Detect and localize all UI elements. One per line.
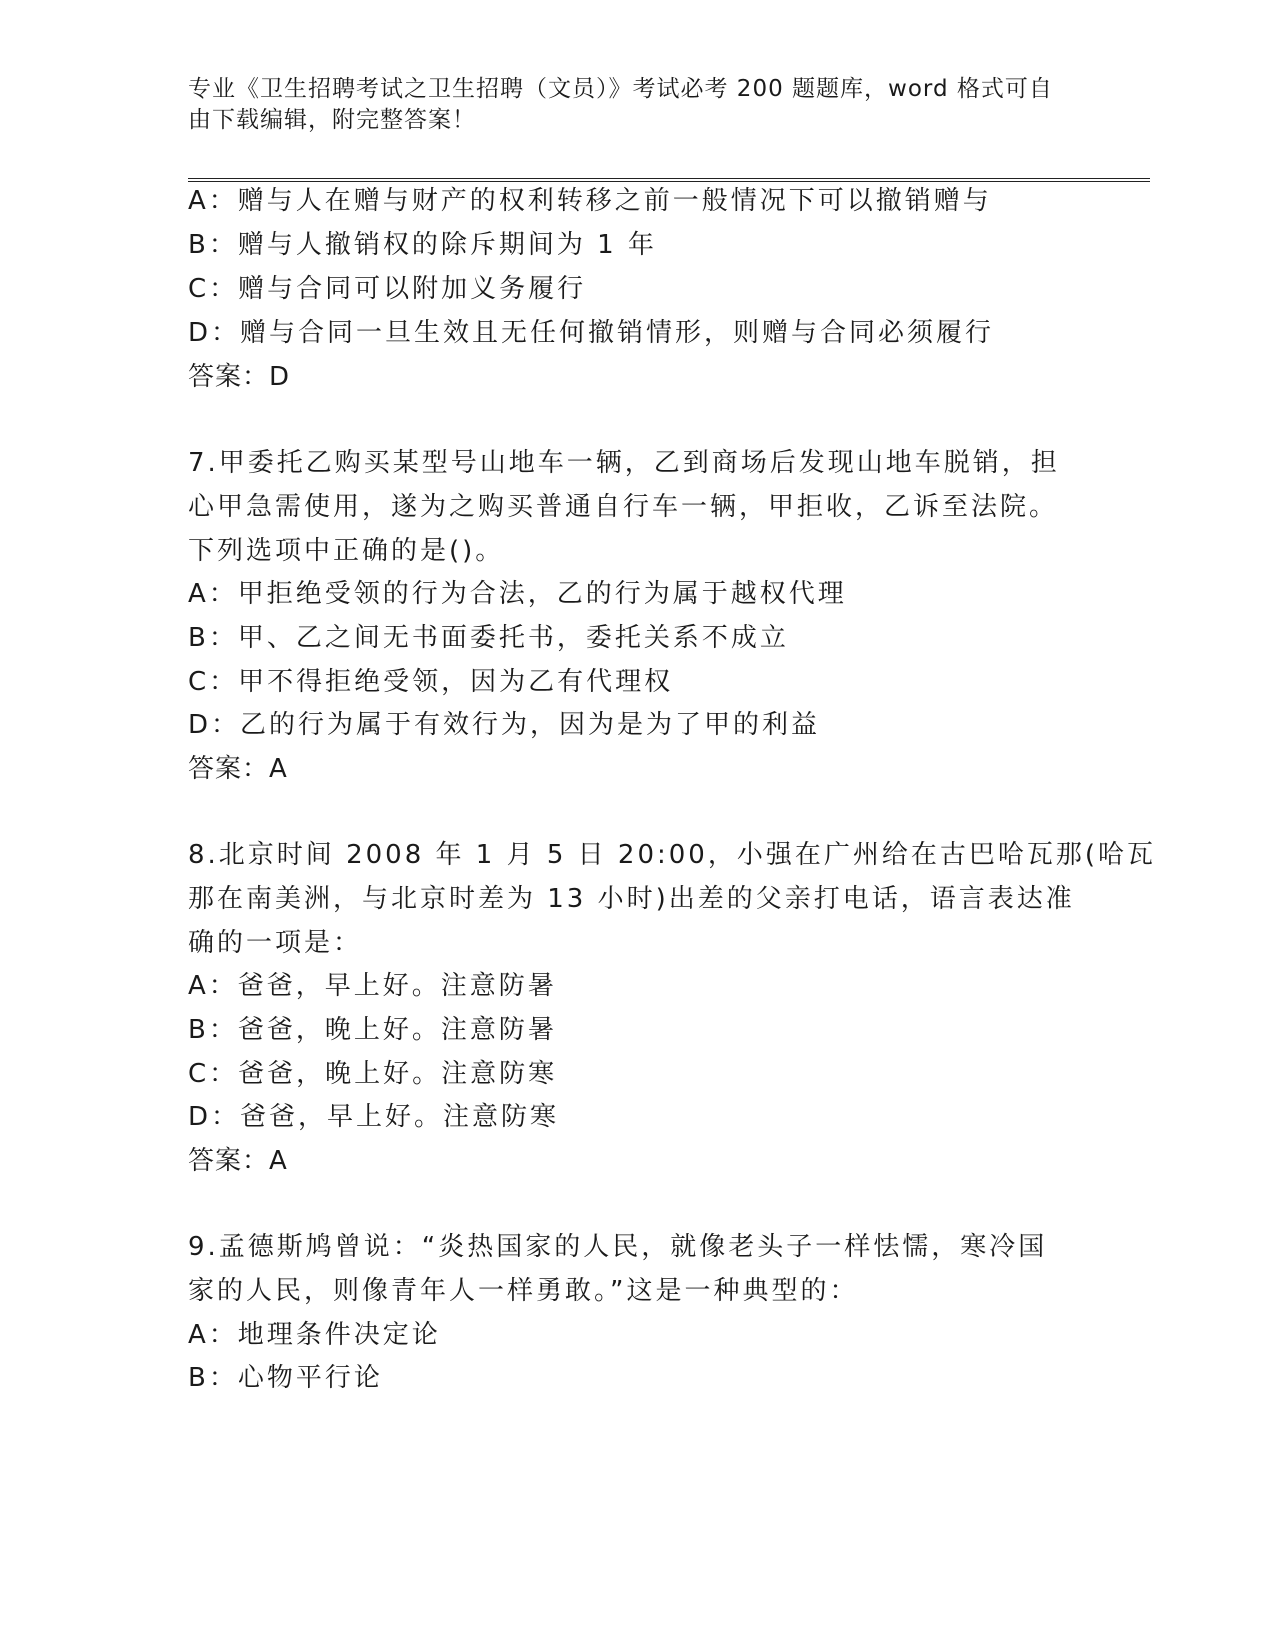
q8-option-d: D：爸爸，早上好。注意防寒 <box>188 1102 560 1132</box>
q6-option-a: A：赠与人在赠与财产的权利转移之前一般情况下可以撤销赠与 <box>188 186 992 216</box>
q6-option-d: D：赠与合同一旦生效且无任何撤销情形，则赠与合同必须履行 <box>188 318 995 348</box>
q6-option-b: B：赠与人撤销权的除斥期间为 1 年 <box>188 230 657 260</box>
q9-option-a: A：地理条件决定论 <box>188 1320 441 1350</box>
q8-option-a: A：爸爸，早上好。注意防暑 <box>188 971 557 1001</box>
q7-option-c: C：甲不得拒绝受领，因为乙有代理权 <box>188 667 674 697</box>
q8-option-c: C：爸爸，晚上好。注意防寒 <box>188 1059 558 1089</box>
q8-option-b: B：爸爸，晚上好。注意防暑 <box>188 1015 557 1045</box>
q6-answer: 答案：D <box>188 362 291 392</box>
header-title-line-1: 专业《卫生招聘考试之卫生招聘（文员）》考试必考 200 题题库，word 格式可自 <box>188 76 1053 102</box>
q7-answer: 答案：A <box>188 754 288 784</box>
q8-stem-line-1: 8.北京时间 2008 年 1 月 5 日 20:00，小强在广州给在古巴哈瓦那(哈瓦 <box>188 840 1156 870</box>
q9-option-b: B：心物平行论 <box>188 1363 383 1393</box>
header-title-line-2: 由下载编辑，附完整答案！ <box>188 107 476 133</box>
q7-stem-line-2: 心甲急需使用，遂为之购买普通自行车一辆，甲拒收，乙诉至法院。 <box>188 492 1059 522</box>
q8-stem-line-3: 确的一项是： <box>188 928 363 958</box>
q7-option-b: B：甲、乙之间无书面委托书，委托关系不成立 <box>188 623 789 653</box>
q7-stem-line-1: 7.甲委托乙购买某型号山地车一辆，乙到商场后发现山地车脱销，担 <box>188 448 1060 478</box>
q7-stem-line-3: 下列选项中正确的是()。 <box>188 536 505 566</box>
q6-option-c: C：赠与合同可以附加义务履行 <box>188 274 587 304</box>
q9-stem-line-2: 家的人民，则像青年人一样勇敢。”这是一种典型的： <box>188 1276 859 1306</box>
header-divider <box>188 178 1150 182</box>
q7-option-a: A：甲拒绝受领的行为合法，乙的行为属于越权代理 <box>188 579 847 609</box>
q8-stem-line-2: 那在南美洲，与北京时差为 13 小时)出差的父亲打电话，语言表达准 <box>188 884 1075 914</box>
q7-option-d: D：乙的行为属于有效行为，因为是为了甲的利益 <box>188 710 821 740</box>
q9-stem-line-1: 9.孟德斯鸠曾说：“炎热国家的人民，就像老头子一样怯懦，寒冷国 <box>188 1232 1048 1262</box>
q8-answer: 答案：A <box>188 1146 288 1176</box>
document-header <box>188 74 1068 136</box>
